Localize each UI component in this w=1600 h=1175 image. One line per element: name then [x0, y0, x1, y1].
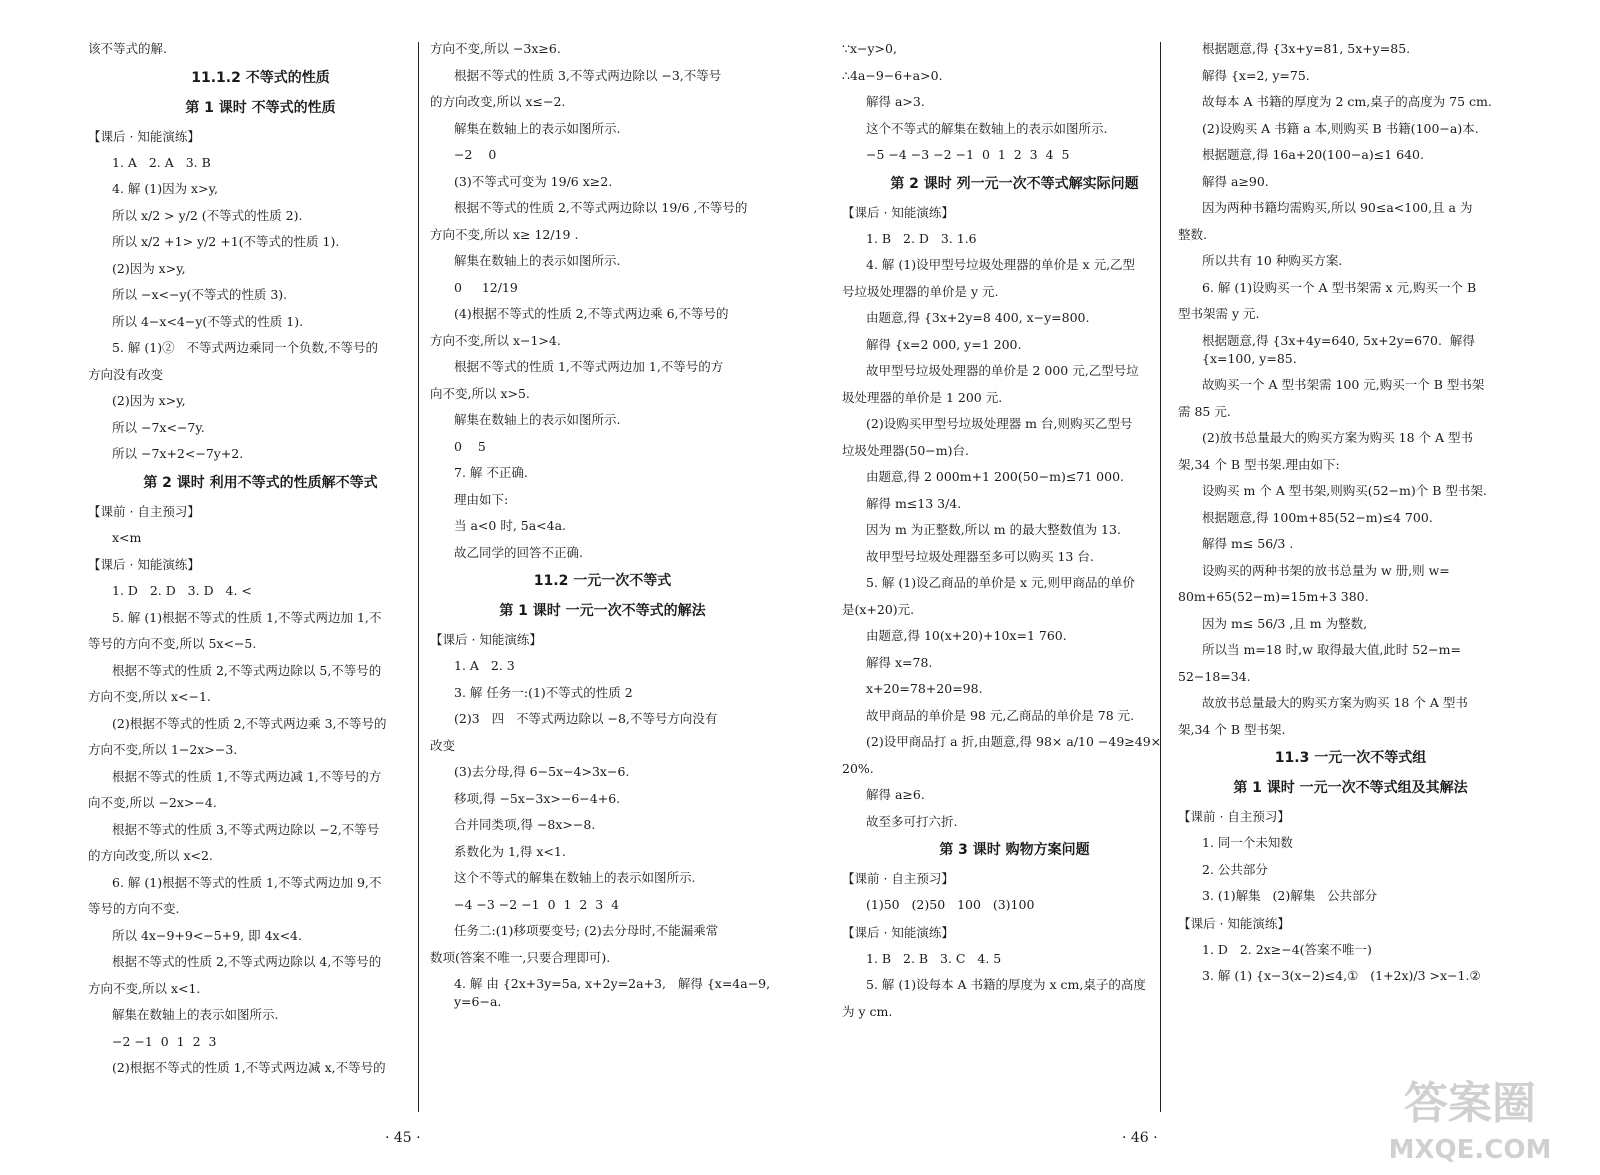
section-heading: 11.1.2 不等式的性质: [191, 69, 330, 86]
text-line: 数项(答案不唯一,只要合理即可).: [430, 949, 611, 965]
text-line: (2)设购买 A 书籍 a 本,则购买 B 书籍(100−a)本.: [1202, 120, 1479, 136]
text-line: 所以 4−x<4−y(不等式的性质 1).: [112, 313, 304, 329]
section-tag: 【课后 · 知能演练】: [842, 204, 954, 220]
section-heading: 11.2 一元一次不等式: [533, 573, 672, 589]
text-line: 1. B 2. D 3. 1.6: [866, 230, 977, 246]
text-line: 因为 m 为正整数,所以 m 的最大整数值为 13.: [866, 522, 1121, 537]
text-line: 等号的方向不变,所以 5x<−5.: [88, 636, 257, 651]
text-line: 根据题意,得 16a+20(100−a)≤1 640.: [1202, 147, 1424, 162]
text-line: −2 0: [454, 147, 497, 162]
text-line: (2)因为 x>y,: [112, 260, 186, 276]
text-line: 5. 解 (1)② 不等式两边乘同一个负数,不等号的: [112, 340, 378, 355]
text-line: 解得 {x=2 000, y=1 200.: [866, 336, 1022, 352]
text-line: (2)3 四 不等式两边除以 −8,不等号方向没有: [454, 711, 718, 726]
text-line: 4. 解 由 {2x+3y=5a, x+2y=2a+3, 解得 {x=4a−9, y=6−a.: [454, 976, 775, 1009]
text-line: 因为 m≤ 56/3 ,且 m 为整数,: [1202, 615, 1368, 631]
text-line: 1. B 2. B 3. C 4. 5: [866, 950, 1002, 966]
text-line: 3. (1)解集 (2)解集 公共部分: [1202, 888, 1378, 903]
text-line: 所以共有 10 种购买方案.: [1202, 253, 1343, 268]
text-line: 所以 4x−9+9<−5+9, 即 4x<4.: [112, 927, 302, 943]
text-line: 5. 解 (1)设乙商品的单价是 x 元,则甲商品的单价: [866, 575, 1136, 590]
text-line: 方向不变,所以 x<1.: [88, 980, 201, 996]
text-line: 6. 解 (1)设购买一个 A 型书架需 x 元,购买一个 B: [1202, 279, 1477, 295]
text-line: 移项,得 −5x−3x>−6−4+6.: [454, 790, 621, 806]
text-line: 0 5: [454, 438, 486, 454]
text-line: 4. 解 (1)设甲型号垃圾处理器的单价是 x 元,乙型: [866, 257, 1136, 272]
text-line: 解集在数轴上的表示如图所示.: [112, 1007, 279, 1022]
text-line: 5. 解 (1)设每本 A 书籍的厚度为 x cm,桌子的高度: [866, 977, 1146, 992]
text-line: −4 −3 −2 −1 0 1 2 3 4: [454, 896, 620, 912]
text-line: 1. A 2. A 3. B: [112, 154, 211, 170]
page-number-right: · 46 ·: [1122, 1130, 1158, 1146]
section-heading: 11.3 一元一次不等式组: [1274, 750, 1427, 766]
section-tag: 【课前 · 自主预习】: [1178, 809, 1290, 824]
text-line: 1. D 2. 2x≥−4(答案不唯一): [1202, 941, 1372, 957]
text-line: −5 −4 −3 −2 −1 0 1 2 3 4 5: [866, 147, 1070, 162]
text-line: (2)放书总量最大的购买方案为购买 18 个 A 型书: [1202, 430, 1474, 445]
text-line: 解得 m≤ 56/3 .: [1202, 536, 1294, 551]
text-line: ∴4a−9−6+a>0.: [842, 67, 943, 83]
text-line: 所以 −7x<−7y.: [112, 419, 205, 435]
text-line: (1)50 (2)50 100 (3)100: [866, 897, 1035, 912]
text-line: 架,34 个 B 型书架.理由如下:: [1178, 456, 1340, 472]
text-line: x<m: [112, 529, 142, 545]
text-line: x+20=78+20=98.: [866, 681, 983, 696]
text-line: 这个不等式的解集在数轴上的表示如图所示.: [454, 870, 696, 885]
text-line: (3)不等式可变为 19/6 x≥2.: [454, 173, 613, 189]
text-line: 号垃圾处理器的单价是 y 元.: [842, 283, 999, 299]
text-line: 故甲商品的单价是 98 元,乙商品的单价是 78 元.: [866, 707, 1135, 723]
text-line: (4)根据不等式的性质 2,不等式两边乘 6,不等号的: [454, 306, 729, 321]
section-tag: 【课后 · 知能演练】: [842, 924, 954, 940]
text-line: 根据不等式的性质 2,不等式两边除以 19/6 ,不等号的: [454, 200, 748, 215]
text-line: 故甲型号垃圾处理器的单价是 2 000 元,乙型号垃: [866, 363, 1139, 378]
text-line: 根据不等式的性质 3,不等式两边除以 −3,不等号: [454, 67, 722, 83]
text-line: 任务二:(1)移项要变号; (2)去分母时,不能漏乘常: [454, 923, 719, 938]
text-line: (2)设购买甲型号垃圾处理器 m 台,则购买乙型号: [866, 416, 1133, 431]
column-4: [1178, 40, 1523, 994]
text-line: 架,34 个 B 型书架.: [1178, 721, 1286, 737]
text-line: 6. 解 (1)根据不等式的性质 1,不等式两边加 9,不: [112, 874, 382, 890]
text-line: 向不变,所以 x>5.: [430, 385, 530, 401]
text-line: 根据不等式的性质 3,不等式两边除以 −2,不等号: [112, 821, 380, 837]
text-line: 根据题意,得 100m+85(52−m)≤4 700.: [1202, 509, 1433, 525]
text-line: 为 y cm.: [842, 1003, 893, 1019]
text-line: 这个不等式的解集在数轴上的表示如图所示.: [866, 120, 1108, 136]
page-number-left: · 45 ·: [385, 1130, 421, 1146]
text-line: 解集在数轴上的表示如图所示.: [454, 120, 621, 136]
text-line: 所以当 m=18 时,w 取得最大值,此时 52−m=: [1202, 642, 1461, 657]
text-line: 解集在数轴上的表示如图所示.: [454, 253, 621, 268]
text-line: 故每本 A 书籍的厚度为 2 cm,桌子的高度为 75 cm.: [1202, 94, 1492, 109]
text-line: −2 −1 0 1 2 3: [112, 1033, 217, 1049]
text-line: 根据题意,得 {3x+y=81, 5x+y=85.: [1202, 41, 1411, 56]
text-line: 52−18=34.: [1178, 668, 1251, 684]
text-line: 所以 x/2 > y/2 (不等式的性质 2).: [112, 207, 303, 223]
text-line: 解得 a≥90.: [1202, 173, 1269, 189]
text-line: (2)因为 x>y,: [112, 393, 186, 408]
text-line: 该不等式的解.: [88, 41, 167, 56]
section-heading: 第 2 课时 利用不等式的性质解不等式: [143, 474, 378, 491]
text-line: 合并同类项,得 −8x>−8.: [454, 817, 596, 832]
watermark-url: MXQE.COM: [1388, 1135, 1552, 1165]
text-line: 根据不等式的性质 2,不等式两边除以 4,不等号的: [112, 954, 382, 969]
text-line: 解得 x=78.: [866, 654, 933, 670]
text-line: (2)设甲商品打 a 折,由题意,得 98× a/10 −49≥49×: [866, 734, 1162, 749]
section-heading: 第 1 课时 不等式的性质: [185, 99, 336, 116]
text-line: 的方向改变,所以 x<2.: [88, 848, 213, 863]
text-line: 是(x+20)元.: [842, 601, 915, 617]
text-line: 1. A 2. 3: [454, 658, 515, 673]
text-line: 故购买一个 A 型书架需 100 元,购买一个 B 型书架: [1202, 377, 1485, 392]
text-line: 由题意,得 2 000m+1 200(50−m)≤71 000.: [866, 469, 1125, 484]
text-line: 3. 解 (1) {x−3(x−2)≤4,① (1+2x)/3 >x−1.②: [1202, 968, 1481, 983]
column-divider: [418, 42, 419, 1112]
text-line: 根据题意,得 {3x+4y=640, 5x+2y=670. 解得 {x=100, y=85.: [1202, 332, 1479, 366]
text-line: 所以 −x<−y(不等式的性质 3).: [112, 287, 288, 302]
text-line: 设购买的两种书架的放书总量为 w 册,则 w=: [1202, 562, 1450, 578]
column-3: [842, 40, 1187, 1029]
section-tag: 【课后 · 知能演练】: [1178, 915, 1290, 931]
text-line: 根据不等式的性质 1,不等式两边加 1,不等号的方: [454, 359, 724, 374]
text-line: 80m+65(52−m)=15m+3 380.: [1178, 589, 1369, 604]
text-line: 方向不变,所以 x≥ 12/19 .: [430, 226, 579, 242]
text-line: 所以 x/2 +1> y/2 +1(不等式的性质 1).: [112, 234, 340, 249]
section-tag: 【课前 · 自主预习】: [88, 503, 200, 519]
text-line: 由题意,得 {3x+2y=8 400, x−y=800.: [866, 310, 1090, 325]
section-heading: 第 1 课时 一元一次不等式的解法: [499, 603, 706, 619]
text-line: 3. 解 任务一:(1)不等式的性质 2: [454, 684, 633, 700]
text-line: 所以 −7x+2<−7y+2.: [112, 446, 244, 461]
text-line: 方向不变,所以 x−1>4.: [430, 332, 561, 348]
text-line: 方向不变,所以 x<−1.: [88, 689, 211, 704]
text-line: 需 85 元.: [1178, 403, 1231, 419]
text-line: 故乙同学的回答不正确.: [454, 544, 583, 560]
text-line: 1. D 2. D 3. D 4. <: [112, 583, 252, 598]
text-line: (2)根据不等式的性质 2,不等式两边乘 3,不等号的: [112, 715, 387, 731]
text-line: 的方向改变,所以 x≤−2.: [430, 94, 566, 109]
text-line: (3)去分母,得 6−5x−4>3x−6.: [454, 764, 630, 779]
text-line: 整数.: [1178, 226, 1207, 242]
text-line: 故甲型号垃圾处理器至多可以购买 13 台.: [866, 548, 1094, 564]
text-line: 等号的方向不变.: [88, 901, 180, 916]
text-line: 设购买 m 个 A 型书架,则购买(52−m)个 B 型书架.: [1202, 483, 1487, 498]
text-line: 解集在数轴上的表示如图所示.: [454, 412, 621, 427]
text-line: 解得 a≥6.: [866, 787, 925, 802]
watermark-text: 答案圈: [1404, 1078, 1536, 1129]
section-tag: 【课后 · 知能演练】: [88, 557, 200, 572]
text-line: (2)根据不等式的性质 1,不等式两边减 x,不等号的: [112, 1060, 386, 1075]
text-line: 解得 m≤13 3/4.: [866, 495, 962, 511]
section-heading: 第 2 课时 列一元一次不等式解实际问题: [890, 175, 1139, 192]
text-line: 方向不变,所以 1−2x>−3.: [88, 742, 238, 757]
section-tag: 【课后 · 知能演练】: [88, 128, 200, 144]
text-line: 根据不等式的性质 2,不等式两边除以 5,不等号的: [112, 662, 382, 678]
text-line: 根据不等式的性质 1,不等式两边减 1,不等号的方: [112, 768, 382, 784]
text-line: 由题意,得 10(x+20)+10x=1 760.: [866, 628, 1067, 643]
watermark-logo: [1360, 1070, 1580, 1165]
text-line: 2. 公共部分: [1202, 861, 1268, 877]
section-tag: 【课后 · 知能演练】: [430, 632, 542, 647]
section-heading: 第 1 课时 一元一次不等式组及其解法: [1233, 780, 1468, 796]
text-line: 理由如下:: [454, 491, 509, 507]
text-line: 7. 解 不正确.: [454, 465, 528, 480]
text-line: 因为两种书籍均需购买,所以 90≤a<100,且 a 为: [1202, 200, 1473, 215]
text-line: ∵x−y>0,: [842, 41, 897, 56]
text-line: 1. 同一个未知数: [1202, 835, 1293, 850]
text-line: 4. 解 (1)因为 x>y,: [112, 181, 218, 196]
text-line: 5. 解 (1)根据不等式的性质 1,不等式两边加 1,不: [112, 609, 382, 625]
text-line: 方向没有改变: [88, 366, 164, 382]
text-line: 垃圾处理器(50−m)台.: [842, 442, 969, 458]
text-line: 向不变,所以 −2x>−4.: [88, 795, 217, 810]
text-line: 解得 {x=2, y=75.: [1202, 67, 1310, 83]
text-line: 当 a<0 时, 5a<4a.: [454, 518, 567, 533]
column-1: [88, 40, 433, 1086]
text-line: 方向不变,所以 −3x≥6.: [430, 41, 561, 56]
text-line: 故放书总量最大的购买方案为购买 18 个 A 型书: [1202, 695, 1468, 710]
text-line: 故至多可打六折.: [866, 813, 958, 829]
text-line: 圾处理器的单价是 1 200 元.: [842, 389, 1003, 405]
column-divider: [1160, 42, 1161, 1112]
text-line: 20%.: [842, 760, 874, 776]
text-line: 解得 a>3.: [866, 94, 925, 109]
text-line: 改变: [430, 737, 456, 753]
text-line: 系数化为 1,得 x<1.: [454, 843, 566, 859]
section-tag: 【课前 · 自主预习】: [842, 871, 954, 886]
text-line: 型书架需 y 元.: [1178, 306, 1260, 321]
section-heading: 第 3 课时 购物方案问题: [939, 842, 1090, 858]
text-line: 0 12/19: [454, 279, 518, 295]
column-2: [430, 40, 775, 1020]
